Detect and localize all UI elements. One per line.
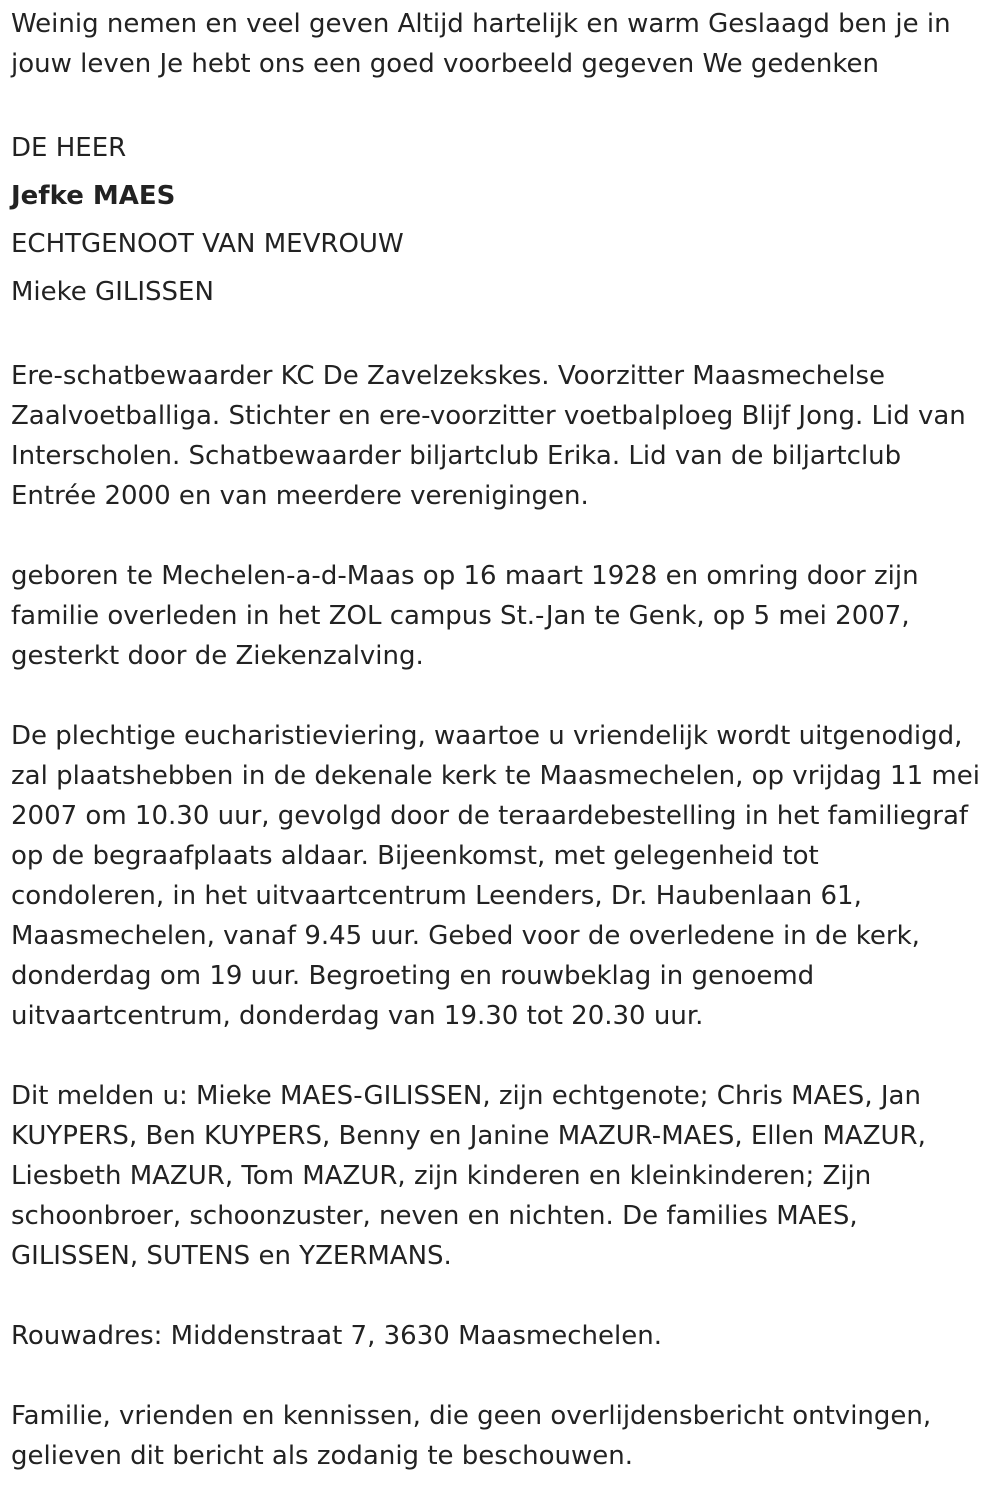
title-line: DE HEER [11,133,127,163]
text-line: gelieven dit bericht als zodanig te beschouwen. [11,1441,633,1471]
text-line: Liesbeth MAZUR, Tom MAZUR, zijn kinderen en kleinkinderen; Zijn [11,1161,872,1191]
poem-line: Weinig nemen en veel geven Altijd hartelijk en warm Geslaagd ben je in [11,9,951,39]
text-line: Ere-schatbewaarder KC De Zavelzekskes. Voorzitter Maasmechelse [11,361,885,391]
text-line: Dit melden u: Mieke MAES-GILISSEN, zijn echtgenote; Chris MAES, Jan [11,1081,921,1111]
text-line: op de begraafplaats aldaar. Bijeenkomst, met gelegenheid tot [11,841,819,871]
text-line: geboren te Mechelen-a-d-Maas op 16 maart 1928 en omring door zijn [11,561,919,591]
announcers-paragraph [11,1076,996,1276]
roles-paragraph [11,356,996,516]
obituary-document [11,4,996,1476]
text-line: condoleren, in het uitvaartcentrum Leenders, Dr. Haubenlaan 61, [11,881,862,911]
text-line: schoonbroer, schoonzuster, neven en nichten. De families MAES, [11,1201,858,1231]
closing-paragraph [11,1396,996,1476]
text-line: Rouwadres: Middenstraat 7, 3630 Maasmechelen. [11,1321,662,1351]
text-line: Interscholen. Schatbewaarder biljartclub Erika. Lid van de biljartclub [11,441,902,471]
text-line: familie overleden in het ZOL campus St.-Jan te Genk, op 5 mei 2007, [11,601,910,631]
spouse-name: Mieke GILISSEN [11,277,214,307]
poem-block [11,4,996,84]
text-line: Zaalvoetballiga. Stichter en ere-voorzitter voetbalploeg Blijf Jong. Lid van [11,401,966,431]
text-line: KUYPERS, Ben KUYPERS, Benny en Janine MAZUR-MAES, Ellen MAZUR, [11,1121,926,1151]
address-paragraph [11,1316,996,1356]
text-line: gesterkt door de Ziekenzalving. [11,641,424,671]
deceased-name: Jefke MAES [11,181,176,211]
poem-line: jouw leven Je hebt ons een goed voorbeeld gegeven We gedenken [11,49,879,79]
relation-line: ECHTGENOOT VAN MEVROUW [11,229,404,259]
text-line: zal plaatshebben in de dekenale kerk te Maasmechelen, op vrijdag 11 mei [11,761,980,791]
text-line: De plechtige eucharistieviering, waartoe u vriendelijk wordt uitgenodigd, [11,721,963,751]
birth-death-paragraph [11,556,996,676]
text-line: Familie, vrienden en kennissen, die geen overlijdensbericht ontvingen, [11,1401,932,1431]
text-line: Maasmechelen, vanaf 9.45 uur. Gebed voor de overledene in de kerk, [11,921,920,951]
text-line: uitvaartcentrum, donderdag van 19.30 tot 20.30 uur. [11,1001,704,1031]
text-line: Entrée 2000 en van meerdere verenigingen. [11,481,589,511]
text-line: donderdag om 19 uur. Begroeting en rouwbeklag in genoemd [11,961,815,991]
ceremony-paragraph [11,716,996,1036]
text-line: GILISSEN, SUTENS en YZERMANS. [11,1241,452,1271]
text-line: 2007 om 10.30 uur, gevolgd door de teraardebestelling in het familiegraf [11,801,969,831]
name-heading [11,124,996,316]
